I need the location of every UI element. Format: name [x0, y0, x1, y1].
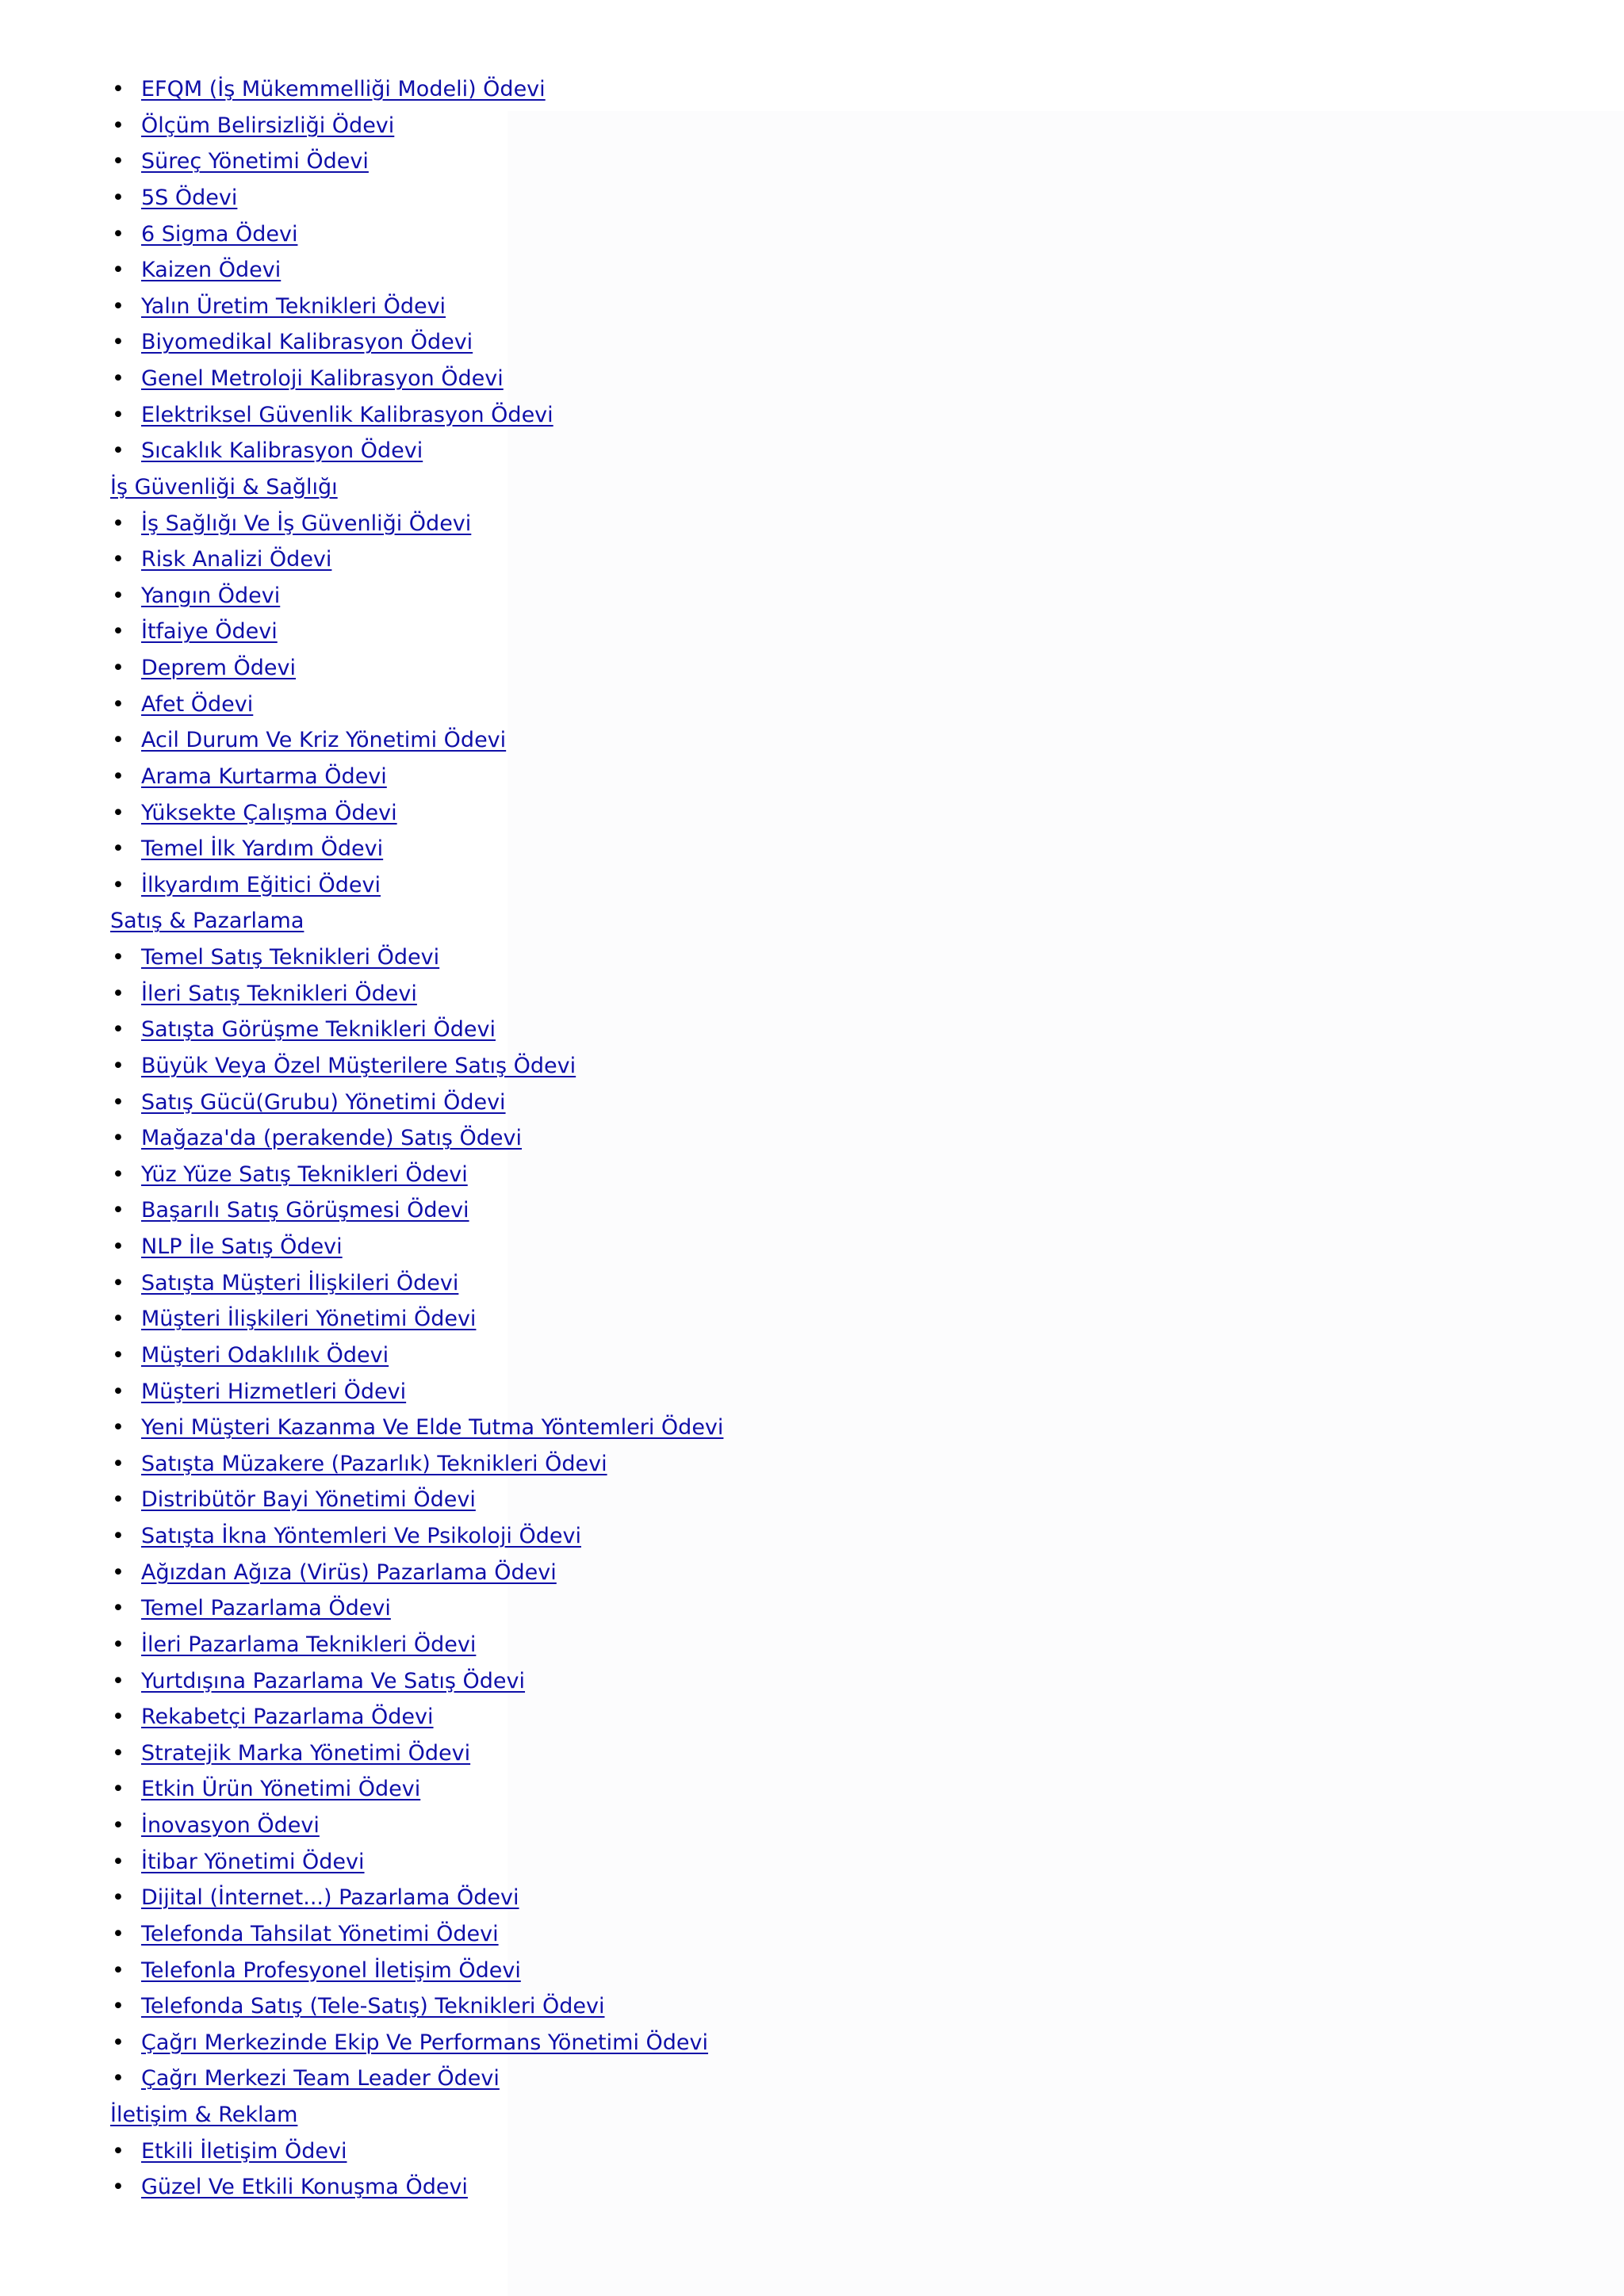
- bullet-icon: •: [112, 800, 124, 825]
- list-item-link[interactable]: Yeni Müşteri Kazanma Ve Elde Tutma Yöntemleri Ödevi: [141, 1415, 724, 1441]
- bullet-icon: •: [112, 1126, 124, 1151]
- list-item: [110, 433, 1458, 469]
- bullet-icon: •: [112, 2138, 124, 2164]
- list-item-link[interactable]: Elektriksel Güvenlik Kalibrasyon Ödevi: [141, 402, 553, 427]
- bullet-icon: •: [112, 583, 124, 608]
- bullet-icon: •: [112, 1740, 124, 1766]
- bullet-icon: •: [112, 293, 124, 319]
- bullet-icon: •: [112, 619, 124, 645]
- list-item: [110, 867, 1458, 904]
- section-heading-link[interactable]: İş Güvenliği & Sağlığı: [110, 474, 338, 499]
- list-item: [110, 1482, 1458, 1518]
- list-item-link[interactable]: Çağrı Merkezinde Ekip Ve Performans Yönetimi Ödevi: [141, 2030, 709, 2055]
- section-heading: [110, 469, 1458, 506]
- bullet-icon: •: [112, 1379, 124, 1404]
- list-item-link[interactable]: İtfaiye Ödevi: [141, 619, 278, 645]
- list-item-link[interactable]: Deprem Ödevi: [141, 656, 297, 680]
- list-item: [110, 397, 1458, 434]
- list-item-link[interactable]: Arama Kurtarma Ödevi: [141, 763, 387, 789]
- bullet-icon: •: [112, 1668, 124, 1693]
- list-item: [110, 289, 1458, 325]
- bullet-icon: •: [112, 1957, 124, 1983]
- bullet-icon: •: [112, 656, 124, 680]
- list-item-link[interactable]: Müşteri Hizmetleri Ödevi: [141, 1379, 407, 1404]
- list-item-link[interactable]: Satış Gücü(Grubu) Yönetimi Ödevi: [141, 1089, 506, 1115]
- bullet-icon: •: [112, 945, 124, 970]
- list-item-link[interactable]: Ölçüm Belirsizliği Ödevi: [141, 113, 395, 138]
- list-item-link[interactable]: Temel İlk Yardım Ödevi: [141, 836, 384, 862]
- bullet-icon: •: [112, 258, 124, 283]
- list-item-link[interactable]: Satışta Müzakere (Pazarlık) Teknikleri Ödevi: [141, 1451, 607, 1476]
- list-item: [110, 144, 1458, 180]
- list-item-link[interactable]: Biyomedikal Kalibrasyon Ödevi: [141, 330, 473, 355]
- list-item-link[interactable]: İlkyardım Eğitici Ödevi: [141, 872, 381, 897]
- bullet-icon: •: [112, 330, 124, 355]
- bullet-icon: •: [112, 1632, 124, 1657]
- list-item-link[interactable]: İtibar Yönetimi Ödevi: [141, 1849, 365, 1874]
- list-item-link[interactable]: Dijital (İnternet...) Pazarlama Ödevi: [141, 1885, 519, 1911]
- list-item-link[interactable]: Müşteri Odaklılık Ödevi: [141, 1342, 389, 1368]
- list-item-link[interactable]: Stratejik Marka Yönetimi Ödevi: [141, 1740, 471, 1766]
- list-item-link[interactable]: 5S Ödevi: [141, 185, 238, 210]
- list-item-link[interactable]: Rekabetçi Pazarlama Ödevi: [141, 1705, 434, 1730]
- list-item-link[interactable]: Afet Ödevi: [141, 691, 254, 717]
- list-item: [110, 216, 1458, 253]
- list-item-link[interactable]: Temel Pazarlama Ödevi: [141, 1596, 391, 1621]
- list-item: [110, 1301, 1458, 1337]
- bullet-icon: •: [112, 2030, 124, 2055]
- list-item-link[interactable]: İnovasyon Ödevi: [141, 1813, 320, 1838]
- list-item: [110, 976, 1458, 1012]
- list-item: [110, 2025, 1458, 2061]
- list-item: [110, 2061, 1458, 2097]
- list-item-link[interactable]: Ağızdan Ağıza (Virüs) Pazarlama Ödevi: [141, 1559, 557, 1585]
- list-item-link[interactable]: Genel Metroloji Kalibrasyon Ödevi: [141, 366, 504, 391]
- list-item: [110, 831, 1458, 867]
- bullet-icon: •: [112, 438, 124, 464]
- list-item-link[interactable]: Temel Satış Teknikleri Ödevi: [141, 945, 440, 970]
- list-item-link[interactable]: Etkin Ürün Yönetimi Ödevi: [141, 1777, 421, 1802]
- list-item: [110, 1410, 1458, 1446]
- bullet-icon: •: [112, 113, 124, 138]
- list-item-link[interactable]: Yangın Ödevi: [141, 583, 281, 608]
- bullet-icon: •: [112, 1234, 124, 1259]
- list-item: [110, 1446, 1458, 1483]
- list-item-link[interactable]: Süreç Yönetimi Ödevi: [141, 149, 369, 174]
- list-item: [110, 1229, 1458, 1265]
- bullet-icon: •: [112, 1017, 124, 1043]
- bullet-icon: •: [112, 1342, 124, 1368]
- list-item: [110, 324, 1458, 361]
- list-item: [110, 795, 1458, 832]
- list-item-link[interactable]: Büyük Veya Özel Müşterilere Satış Ödevi: [141, 1053, 576, 1078]
- list-item: [110, 1085, 1458, 1121]
- bullet-icon: •: [112, 1415, 124, 1441]
- list-item-link[interactable]: Başarılı Satış Görüşmesi Ödevi: [141, 1198, 469, 1223]
- bullet-icon: •: [112, 728, 124, 753]
- list-item-link[interactable]: Yurtdışına Pazarlama Ve Satış Ödevi: [141, 1668, 526, 1693]
- bullet-icon: •: [112, 872, 124, 897]
- list-item-link[interactable]: Satışta Müşteri İlişkileri Ödevi: [141, 1270, 459, 1295]
- list-item: [110, 506, 1458, 542]
- bullet-icon: •: [112, 1198, 124, 1223]
- list-item: [110, 614, 1458, 650]
- list-item-link[interactable]: Yüksekte Çalışma Ödevi: [141, 800, 397, 825]
- list-item: [110, 650, 1458, 687]
- bullet-icon: •: [112, 1705, 124, 1730]
- list-item: [110, 1699, 1458, 1735]
- list-item: [110, 2133, 1458, 2170]
- list-item-link[interactable]: EFQM (İş Mükemmelliği Modeli) Ödevi: [141, 77, 546, 101]
- list-item: [110, 939, 1458, 976]
- list-item: [110, 108, 1458, 144]
- list-item: [110, 1590, 1458, 1627]
- list-item: [110, 1988, 1458, 2025]
- list-item: [110, 1120, 1458, 1157]
- bullet-icon: •: [112, 1559, 124, 1585]
- list-item: [110, 1518, 1458, 1555]
- list-item-link[interactable]: Güzel Ve Etkili Konuşma Ödevi: [141, 2175, 468, 2200]
- bullet-icon: •: [112, 1994, 124, 2019]
- bullet-icon: •: [112, 691, 124, 717]
- bullet-icon: •: [112, 1089, 124, 1115]
- bullet-icon: •: [112, 1270, 124, 1295]
- bullet-icon: •: [112, 1487, 124, 1513]
- list-item-link[interactable]: Telefonda Satış (Tele-Satış) Teknikleri Ödevi: [141, 1994, 605, 2019]
- bullet-icon: •: [112, 221, 124, 247]
- bullet-icon: •: [112, 2066, 124, 2091]
- list-item: [110, 1844, 1458, 1881]
- list-item-link[interactable]: Acil Durum Ve Kriz Yönetimi Ödevi: [141, 728, 507, 753]
- list-item-link[interactable]: Mağaza'da (perakende) Satış Ödevi: [141, 1126, 523, 1151]
- section-heading-link[interactable]: İletişim & Reklam: [110, 2103, 298, 2127]
- list-item: [110, 1374, 1458, 1410]
- bullet-icon: •: [112, 366, 124, 391]
- list-item-link[interactable]: Sıcaklık Kalibrasyon Ödevi: [141, 438, 423, 464]
- list-item-link[interactable]: İş Sağlığı Ve İş Güvenliği Ödevi: [141, 511, 472, 536]
- list-item-link[interactable]: Distribütör Bayi Yönetimi Ödevi: [141, 1487, 476, 1513]
- list-item-link[interactable]: Kaizen Ödevi: [141, 258, 282, 283]
- bullet-icon: •: [112, 1885, 124, 1911]
- list-item-link[interactable]: İleri Pazarlama Teknikleri Ödevi: [141, 1632, 477, 1657]
- list-item-link[interactable]: Müşteri İlişkileri Yönetimi Ödevi: [141, 1307, 477, 1332]
- list-item-link[interactable]: Telefonda Tahsilat Yönetimi Ödevi: [141, 1921, 499, 1946]
- list-item: [110, 252, 1458, 289]
- bullet-icon: •: [112, 1596, 124, 1621]
- list-item: [110, 541, 1458, 578]
- list-item: [110, 361, 1458, 397]
- bullet-icon: •: [112, 149, 124, 174]
- bullet-icon: •: [112, 402, 124, 427]
- list-item: [110, 759, 1458, 795]
- list-item-link[interactable]: Satışta Görüşme Teknikleri Ödevi: [141, 1017, 496, 1043]
- section-heading-link[interactable]: Satış & Pazarlama: [110, 909, 304, 934]
- link-list: [110, 71, 1458, 2206]
- list-item-link[interactable]: Çağrı Merkezi Team Leader Ödevi: [141, 2066, 500, 2091]
- list-item-link[interactable]: 6 Sigma Ödevi: [141, 221, 298, 247]
- section-heading: [110, 903, 1458, 939]
- bullet-icon: •: [112, 763, 124, 789]
- list-item: [110, 1771, 1458, 1808]
- bullet-icon: •: [112, 1921, 124, 1946]
- list-item: [110, 1012, 1458, 1048]
- list-item: [110, 1337, 1458, 1374]
- bullet-icon: •: [112, 1813, 124, 1838]
- list-item: [110, 1880, 1458, 1916]
- list-item: [110, 2169, 1458, 2206]
- bullet-icon: •: [112, 1524, 124, 1548]
- list-item: [110, 722, 1458, 759]
- list-item: [110, 578, 1458, 614]
- bullet-icon: •: [112, 1161, 124, 1187]
- list-item-link[interactable]: Yalın Üretim Teknikleri Ödevi: [141, 293, 446, 319]
- bullet-icon: •: [112, 2175, 124, 2200]
- list-item: [110, 1048, 1458, 1085]
- bullet-icon: •: [112, 547, 124, 572]
- bullet-icon: •: [112, 1777, 124, 1802]
- list-item-link[interactable]: Satışta İkna Yöntemleri Ve Psikoloji Ödevi: [141, 1524, 581, 1548]
- list-item: [110, 687, 1458, 723]
- list-item: [110, 1953, 1458, 1989]
- bullet-icon: •: [112, 511, 124, 536]
- list-item-link[interactable]: Yüz Yüze Satış Teknikleri Ödevi: [141, 1161, 468, 1187]
- list-item-link[interactable]: Etkili İletişim Ödevi: [141, 2138, 347, 2164]
- list-item: [110, 1192, 1458, 1229]
- bullet-icon: •: [112, 185, 124, 210]
- list-item: [110, 1663, 1458, 1700]
- bullet-icon: •: [112, 1451, 124, 1476]
- list-item: [110, 1555, 1458, 1591]
- list-item: [110, 1735, 1458, 1772]
- list-item: [110, 1916, 1458, 1953]
- list-item: [110, 71, 1458, 108]
- section-heading: [110, 2097, 1458, 2133]
- list-item-link[interactable]: Risk Analizi Ödevi: [141, 547, 332, 572]
- bullet-icon: •: [112, 1053, 124, 1078]
- bullet-icon: •: [112, 1849, 124, 1874]
- list-item-link[interactable]: NLP İle Satış Ödevi: [141, 1234, 343, 1259]
- list-item: [110, 1808, 1458, 1844]
- bullet-icon: •: [112, 1307, 124, 1332]
- list-item-link[interactable]: İleri Satış Teknikleri Ödevi: [141, 981, 417, 1006]
- list-item: [110, 1157, 1458, 1193]
- list-item: [110, 180, 1458, 216]
- list-item: [110, 1627, 1458, 1663]
- bullet-icon: •: [112, 836, 124, 862]
- bullet-icon: •: [112, 77, 124, 101]
- list-item: [110, 1265, 1458, 1302]
- list-item-link[interactable]: Telefonla Profesyonel İletişim Ödevi: [141, 1957, 521, 1983]
- bullet-icon: •: [112, 981, 124, 1006]
